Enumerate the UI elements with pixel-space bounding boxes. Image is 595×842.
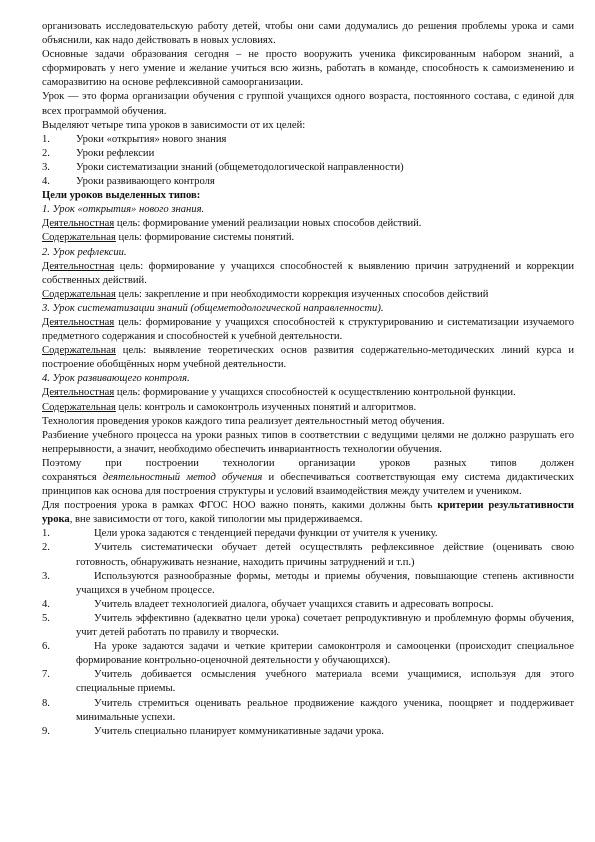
- tech-paragraph-3-line-1: Поэтому при построении технологии организации уроков разных типов должен: [42, 457, 574, 469]
- list-text: Учитель эффективно (адекватно цели урока) сочетает репродуктивную и проблемную формы обучения, учит детей работать по правилу и творчески.: [76, 612, 574, 639]
- list-text: Учитель добивается осмысления учебного материала всеми учащимися, используя для этого специальные приемы.: [76, 669, 574, 695]
- intro-paragraph-4: Выделяют четыре типа уроков в зависимости от их целей:: [42, 119, 306, 131]
- list-item: [42, 697, 574, 725]
- content-label: Содержательная: [42, 345, 116, 357]
- content-label: Содержательная: [42, 232, 116, 244]
- intro-paragraph-1: организовать исследовательскую работу детей, чтобы они сами додумались до решения проблемы урока и сами объяснили, как надо действовать в новых условиях.: [42, 21, 574, 47]
- activity-text: цель: формирование у учащихся способностей к выявлению причин затруднений и коррекции собственных действий.: [42, 260, 574, 286]
- list-text: Цели урока задаются с тенденцией передачи функции от учителя к ученику.: [94, 528, 438, 540]
- list-number: 4.: [42, 598, 50, 610]
- list-number: 6.: [42, 641, 50, 653]
- list-item: [42, 133, 574, 147]
- content-label: Содержательная: [42, 401, 116, 413]
- list-number: 1.: [42, 528, 50, 540]
- activity-goal: [42, 217, 574, 231]
- list-number: 3.: [42, 570, 50, 582]
- list-item: [42, 668, 574, 696]
- activity-text: цель: формирование у учащихся способностей к осуществлению контрольной функции.: [114, 387, 516, 399]
- content-goal: [42, 344, 574, 372]
- content-text: цель: формирование системы понятий.: [115, 232, 295, 244]
- list-item: [42, 725, 574, 739]
- activity-label: Деятельностная: [42, 218, 115, 230]
- activity-goal: [42, 386, 574, 400]
- lesson-types-list: [42, 133, 574, 189]
- goal-title: 3. Урок систематизации знаний (общеметодологической направленности).: [42, 302, 384, 314]
- list-number: 9.: [42, 725, 50, 737]
- tech-paragraph-3: [42, 471, 574, 499]
- content-goal: [42, 401, 574, 415]
- content-label: Содержательная: [42, 288, 116, 300]
- goal-section-2: [42, 246, 574, 302]
- list-text: Учитель систематически обучает детей осуществлять рефлексивное действие (оценивать свою готовность, обнаруживать незнание, находить причины затруднений и т.п.): [76, 542, 574, 568]
- list-item: [42, 598, 574, 612]
- list-text: Учитель стремиться оценивать реальное продвижение каждого ученика, поощряет и поддерживает минимальные успехи.: [76, 697, 574, 723]
- list-number: 8.: [42, 697, 50, 709]
- content-goal: [42, 288, 574, 302]
- goal-section-1: [42, 203, 574, 245]
- intro-paragraph-2: Основные задачи образования сегодня – не просто вооружить ученика фиксированным набором знаний, а сформировать у него умение и желание учиться всю жизнь, работать в команде, способность к самоизменению и саморазвитию на основе рефлексивной самоорганизации.: [42, 49, 574, 89]
- tech-text-b: и обеспечиваться соответствующая ему система дидактических принципов как основа для построения структуры и условий взаимодействия между учителем и учеником.: [42, 472, 574, 498]
- goals-heading: Цели уроков выделенных типов:: [42, 190, 201, 202]
- tech-paragraph-2: Разбиение учебного процесса на уроки разных типов в соответствии с ведущими целями не должно разрушать его непрерывности, а значит, необходимо обеспечить инвариантность технологии обучения.: [42, 429, 574, 455]
- list-text: Учитель специально планирует коммуникативные задачи урока.: [94, 725, 384, 737]
- tech-paragraph-1: Технология проведения уроков каждого типа реализует деятельностный метод обучения.: [42, 415, 445, 427]
- list-number: 2.: [42, 147, 50, 159]
- goal-title: 4. Урок развивающего контроля.: [42, 373, 190, 385]
- content-goal: [42, 231, 574, 245]
- fgos-paragraph: [42, 499, 574, 527]
- content-text: цель: закрепление и при необходимости коррекция изученных способов действий: [115, 288, 489, 300]
- list-number: 2.: [42, 542, 50, 554]
- list-number: 3.: [42, 161, 50, 173]
- goal-title: 1. Урок «открытия» нового знания.: [42, 204, 205, 216]
- list-number: 5.: [42, 612, 50, 624]
- list-item: [42, 527, 574, 541]
- activity-text: цель: формирование у учащихся способностей к структурированию и систематизации изучаемого предметного содержания и способностей к учебной деятельности.: [42, 316, 574, 343]
- intro-paragraph-3: Урок — это форма организации обучения с группой учащихся одного возраста, постоянного состава, с единой для всех программой обучения.: [42, 91, 574, 117]
- list-item: [42, 541, 574, 569]
- goal-section-3: [42, 302, 574, 372]
- goal-title: 2. Урок рефлексии.: [42, 246, 127, 258]
- list-text: Уроки «открытия» нового знания: [76, 133, 227, 145]
- activity-label: Деятельностная: [42, 387, 115, 399]
- content-text: цель: контроль и самоконтроль изученных понятий и алгоритмов.: [115, 401, 417, 413]
- fgos-text-b: , вне зависимости от того, какой типологии мы придерживаемся.: [69, 514, 363, 526]
- document-page: [42, 20, 574, 739]
- list-text: Уроки рефлексии: [76, 147, 155, 159]
- activity-label: Деятельностная: [42, 260, 115, 272]
- activity-goal: [42, 316, 574, 344]
- tech-text-a: сохраняться: [42, 472, 103, 483]
- activity-goal: [42, 260, 574, 288]
- fgos-criteria-bold: критерии результативности урока: [42, 500, 575, 526]
- list-item: [42, 570, 574, 598]
- tech-method-italic: деятельностный метод обучения: [102, 472, 263, 483]
- list-item: [42, 147, 574, 161]
- activity-label: Деятельностная: [42, 316, 115, 328]
- criteria-list: [42, 527, 574, 738]
- list-item: [42, 640, 574, 668]
- list-item: [42, 612, 574, 640]
- list-text: Учитель владеет технологией диалога, обучает учащихся ставить и адресовать вопросы.: [94, 598, 494, 610]
- list-text: Уроки развивающего контроля: [76, 176, 215, 188]
- list-item: [42, 175, 574, 189]
- goal-section-4: [42, 372, 574, 414]
- list-text: Используются разнообразные формы, методы и приемы обучения, повышающие степень активности учащихся в учебном процессе.: [76, 570, 574, 596]
- activity-text: цель: формирование умений реализации новых способов действий.: [114, 218, 422, 230]
- list-text: Уроки систематизации знаний (общеметодологической направленности): [76, 161, 404, 173]
- list-number: 7.: [42, 669, 50, 681]
- fgos-text-a: Для построения урока в рамках ФГОС НОО важно понять, какими должны быть: [42, 500, 438, 512]
- list-number: 1.: [42, 133, 50, 145]
- list-item: [42, 161, 574, 175]
- list-text: На уроке задаются задачи и четкие критерии самоконтроля и самооценки (происходит специальное формирование контрольно-оценочной деятельности у обучающихся).: [76, 641, 574, 667]
- list-number: 4.: [42, 176, 50, 188]
- content-text: цель: выявление теоретических основ развития содержательно-методических линий курса и построение обобщённых норм учебной деятельности.: [42, 345, 574, 371]
